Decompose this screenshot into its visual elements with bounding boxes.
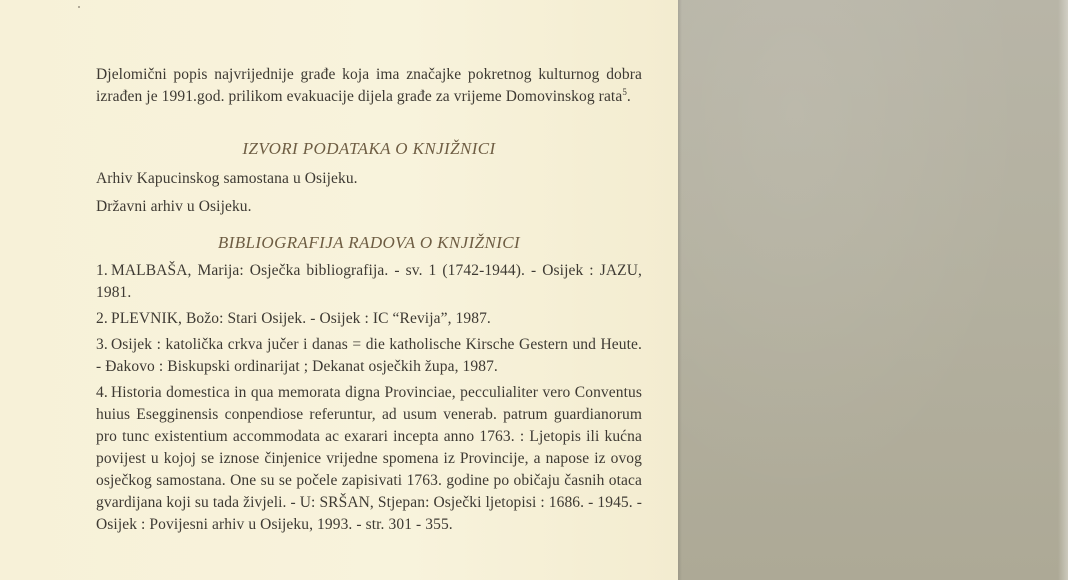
- page-content: [96, 64, 642, 540]
- entry-text: PLEVNIK, Božo: Stari Osijek. - Osijek : IC “Revija”, 1987.: [111, 310, 491, 327]
- intro-end: .: [626, 88, 631, 105]
- entry-number: 1.: [96, 262, 108, 279]
- entry-text: MALBAŠA, Marija: Osječka bibliografija. - sv. 1 (1742-1944). - Osijek : JAZU, 1981.: [96, 262, 642, 301]
- entry-text: Osijek : katolička crkva jučer i danas = die katholische Kirsche Gestern und Heute. - Đakovo : Biskupski ordinarijat ; Dekanat osječkih župa, 1987.: [96, 336, 642, 375]
- bibliography-entry: [96, 308, 642, 330]
- source-item: Državni arhiv u Osijeku.: [96, 198, 252, 215]
- entry-text: Historia domestica in qua memorata digna Provinciae, pecculialiter vero Conventus huius Esegginensis conpendiose referuntur, ad usum venerab. patrum guardianorum pro tunc existentium accommodata ac exarari incepta anno 1763. : Ljetopis ili kućna povijest u kojoj se iznose činjenice vrijedne spomena iz Provincije, a napose iz ovog osječkog samostana. One su se počele zapisivati 1763. godine po običaju časnih otaca gvardijana koji su tada živjeli. - U: SRŠAN, Stjepan: Osječki ljetopisi : 1686. - 1945. - Osijek : Povijesni arhiv u Osijeku, 1993. - str. 301 - 355.: [96, 384, 642, 533]
- source-item: Arhiv Kapucinskog samostana u Osijeku.: [96, 170, 358, 187]
- footnote-ref: 5: [622, 86, 627, 97]
- bibliography-entry: [96, 334, 642, 378]
- intro-text: Djelomični popis najvrijednije građe koja ima značajke pokretnog kulturnog dobra izrađen je 1991.god. prilikom evakuacije dijela građe za vrijeme Domovinskog rata: [96, 66, 642, 105]
- page-fold-shadow: [678, 0, 682, 580]
- bibliography-entry: [96, 260, 642, 304]
- bibliography-entry: [96, 382, 642, 536]
- entry-number: 2.: [96, 310, 108, 327]
- grey-side-panel: [678, 0, 1068, 580]
- bibliography-heading: BIBLIOGRAFIJA RADOVA O KNJIŽNICI: [217, 233, 521, 252]
- entry-number: 3.: [96, 336, 108, 353]
- bibliography-list: [96, 260, 642, 536]
- intro-paragraph: [96, 64, 642, 108]
- entry-number: 4.: [96, 384, 108, 401]
- sources-heading: IZVORI PODATAKA O KNJIŽNICI: [242, 139, 496, 158]
- page-speck: [78, 6, 80, 8]
